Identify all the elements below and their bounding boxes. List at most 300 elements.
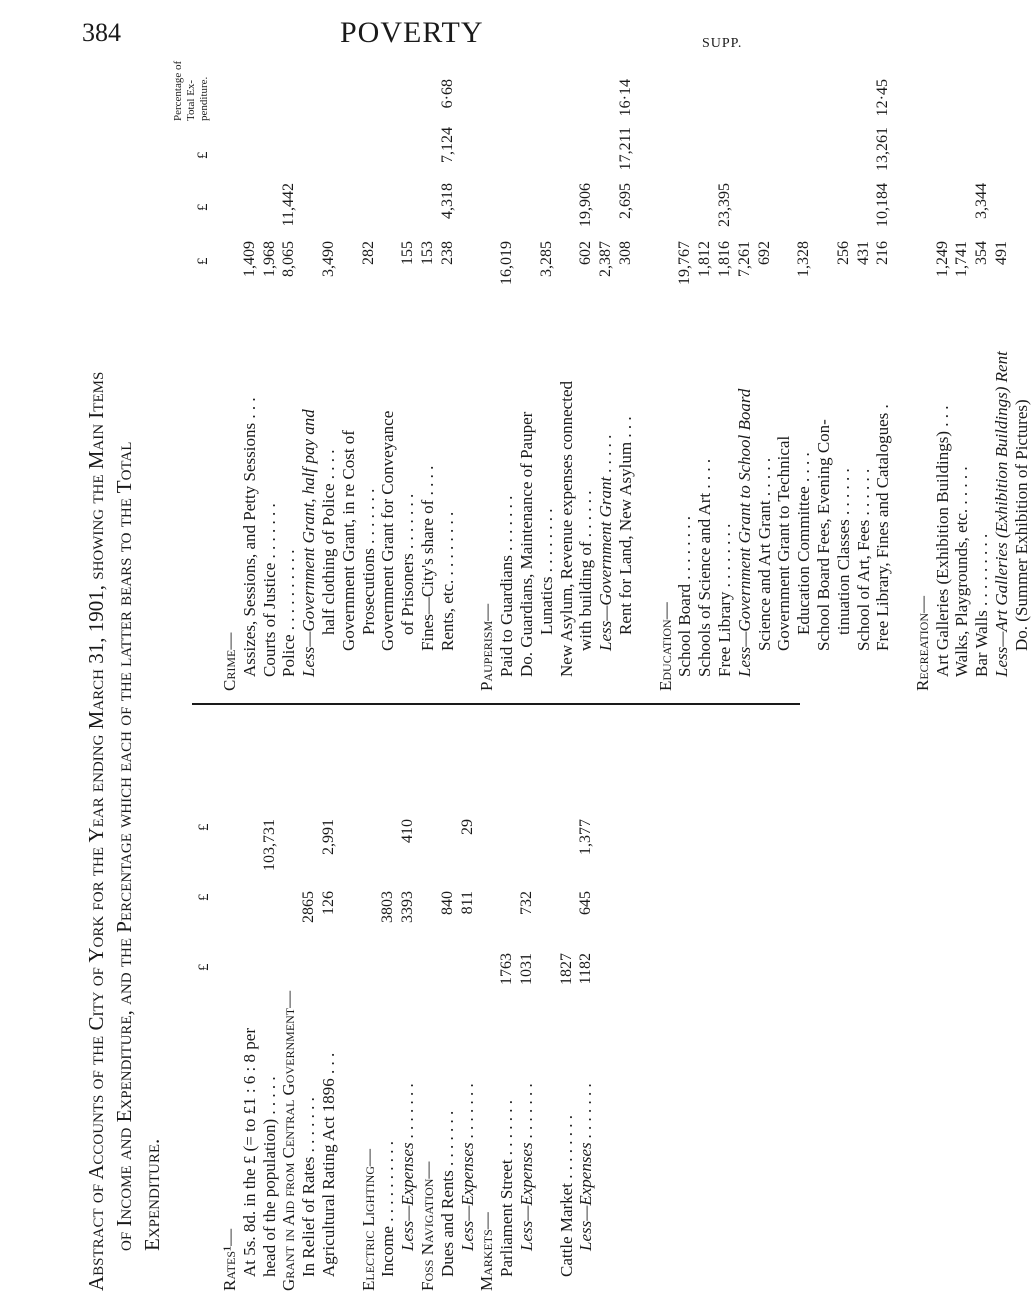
left-col-3-value <box>418 819 438 883</box>
right-row-label: Fines—City's share of . . . . <box>417 465 437 651</box>
left-row-label: Cattle Market . . . . . . . . <box>556 1115 576 1277</box>
right-col-2-value <box>596 183 616 239</box>
right-row-label: Courts of Justice . . . . . . . <box>259 503 279 677</box>
right-col-2-value <box>299 183 319 239</box>
right-row-label <box>458 351 478 691</box>
right-col-4-value <box>913 79 933 123</box>
right-col-2-value <box>656 183 676 239</box>
left-row-label: Electric Lighting— <box>358 1148 378 1291</box>
left-row-label: Less—Expenses . . . . . . . <box>516 1082 536 1251</box>
right-row-label: Schools of Science and Art . . . . <box>695 458 715 677</box>
right-col-4-value <box>933 79 953 123</box>
left-col-2-value <box>418 891 438 939</box>
right-col-2-value: 10,184 <box>874 183 892 227</box>
right-row-label: Government Grant, in re Cost of <box>338 430 358 651</box>
right-col-1-value: 153 <box>418 241 436 265</box>
left-row-label <box>537 991 557 1291</box>
left-col-1 <box>220 953 596 1001</box>
left-col-3-value <box>477 819 497 883</box>
right-row-label: Rent for Land, New Asylum . . . <box>615 416 635 635</box>
left-row-label: Dues and Rents . . . . . . . <box>437 1110 457 1277</box>
right-row-label: Free Library . . . . . . . . <box>714 523 734 677</box>
left-col-3-value <box>537 819 557 883</box>
right-col-3-value <box>557 127 577 183</box>
right-col-1-value: 491 <box>993 241 1011 265</box>
accounts-table <box>80 60 1031 1291</box>
right-col-1-value: 431 <box>854 241 872 265</box>
right-col-2-value <box>952 183 972 239</box>
right-col-4-value <box>794 79 814 123</box>
left-col-2-value <box>279 891 299 939</box>
right-col-3-value <box>378 127 398 183</box>
left-col-1-value: 1031 <box>517 953 535 985</box>
left-row-label: Less—Expenses . . . . . . . <box>576 1082 596 1251</box>
left-col-1-value <box>359 953 379 1001</box>
right-row-label: Crime— <box>220 632 239 691</box>
left-col-2-value: 645 <box>577 891 595 915</box>
right-col-4-value <box>854 79 874 123</box>
right-col-4-value <box>834 79 854 123</box>
right-col-3-value <box>913 127 933 183</box>
left-col-2-value <box>339 891 359 939</box>
right-col-3-value <box>279 127 299 183</box>
right-row-label: of Prisoners . . . . . . . <box>398 493 418 635</box>
right-col-1-value: 1,812 <box>696 241 714 277</box>
right-col-4-value <box>814 79 834 123</box>
right-row-label: School Board Fees, Evening Con- <box>813 419 833 651</box>
left-col-1-value: 1182 <box>577 953 595 985</box>
right-col-3-value <box>952 127 972 183</box>
right-row-label: Less—Government Grant, half pay and <box>299 409 319 677</box>
right-col-4-value <box>458 79 478 123</box>
right-col-1-value <box>517 241 537 293</box>
right-row-label: Walks, Playgrounds, etc. . . . . . <box>952 466 972 677</box>
left-labels <box>220 991 596 1291</box>
right-col-4-value <box>893 79 913 123</box>
section-mark: SUPP. <box>702 36 743 51</box>
right-col-1-value: 1,409 <box>240 241 258 277</box>
left-col-3 <box>220 819 596 883</box>
right-col-1-value: 8,065 <box>280 241 298 277</box>
right-col-2-value <box>675 183 695 239</box>
left-col-2-value: 126 <box>319 891 337 915</box>
right-col-3-value <box>735 127 755 183</box>
right-col-3-value <box>834 127 854 183</box>
right-row-label: Lunatics . . . . . . . . <box>536 508 556 635</box>
right-col-1-value <box>339 241 359 293</box>
right-row-label <box>893 351 913 691</box>
title-line-2: of Income and Expenditure, and the Percentage which each of the latter bears to the Total <box>112 441 136 1251</box>
right-col-1-value: 16,019 <box>498 241 516 285</box>
right-col-3-value <box>240 127 260 183</box>
left-row-label: Less—Expenses . . . . . . . <box>398 1082 418 1251</box>
left-col-2-value: 2865 <box>300 891 318 923</box>
right-row-label: with building of . . . . . . <box>576 490 596 651</box>
right-col-3-value <box>359 127 379 183</box>
right-col-1-value <box>477 241 497 293</box>
right-col-3-value <box>299 127 319 183</box>
right-row-label: tinuation Classes . . . . . . <box>833 468 853 635</box>
left-row-label: Markets— <box>477 1212 497 1291</box>
left-col-3-value <box>517 819 537 883</box>
right-col-1-value: 256 <box>834 241 852 265</box>
right-col-4-value <box>774 79 794 123</box>
left-col-1-value <box>378 953 398 1001</box>
left-col-1-value <box>537 953 557 1001</box>
right-col-2-value <box>497 183 517 239</box>
left-col-1-value: 1763 <box>498 953 516 985</box>
right-col-4-value <box>715 79 735 123</box>
left-col-1-value <box>279 953 299 1001</box>
left-col-2-value: 811 <box>458 891 476 915</box>
right-col-2-value <box>774 183 794 239</box>
right-col-4-value <box>576 79 596 123</box>
left-col-2-value: 3393 <box>399 891 417 923</box>
right-col-2-value <box>418 183 438 239</box>
right-col-2 <box>220 183 1032 239</box>
right-currency-1: £ <box>195 257 211 265</box>
right-col-2-value <box>359 183 379 239</box>
right-column-headings <box>172 61 216 271</box>
right-col-1-value <box>220 241 240 293</box>
right-row-label: Bar Walls . . . . . . . . . <box>972 533 992 677</box>
right-col-4-value <box>992 79 1012 123</box>
right-row-label: Assizes, Sessions, and Petty Sessions . . . <box>239 397 259 677</box>
right-col-4-value <box>557 79 577 123</box>
right-col-4-value <box>279 79 299 123</box>
left-row-label: Income . . . . . . . . . . <box>378 1141 398 1277</box>
left-col-1-value <box>477 953 497 1001</box>
right-col-4-value <box>1012 79 1032 123</box>
right-col-3-value <box>972 127 992 183</box>
right-row-label: Education Committee . . . . <box>794 452 814 635</box>
right-col-1-value: 692 <box>755 241 773 265</box>
right-col-4-value <box>735 79 755 123</box>
right-labels <box>220 351 1032 691</box>
title-line-3: Expenditure. <box>140 1138 164 1251</box>
right-col-1-value <box>636 241 656 293</box>
right-col-3-value <box>537 127 557 183</box>
right-col-3-value <box>576 127 596 183</box>
right-col-4-value <box>359 79 379 123</box>
right-col-2-value <box>557 183 577 239</box>
right-col-1-value: 602 <box>577 241 595 265</box>
right-col-1-value <box>458 241 478 293</box>
left-currency-3: £ <box>196 823 212 831</box>
right-row-label: Paid to Guardians . . . . . . . <box>497 495 517 677</box>
left-col-2-value <box>477 891 497 939</box>
left-col-1-value <box>398 953 418 1001</box>
percentage-heading: Percentage of Total Expenditure. <box>172 60 210 121</box>
right-col-1-value: 7,261 <box>735 241 753 277</box>
left-row-label: Parliament Street . . . . . . . <box>497 1099 517 1277</box>
right-col-3-value <box>656 127 676 183</box>
left-col-1-value <box>319 953 339 1001</box>
right-col-4-value <box>319 79 339 123</box>
right-row-label: half clothing of Police . . . . <box>318 449 338 635</box>
right-row-label: Government Grant for Conveyance <box>378 410 398 651</box>
left-row-label: head of the population) . . . . . <box>259 1076 279 1277</box>
right-col-3-value <box>418 127 438 183</box>
right-col-2-value <box>220 183 240 239</box>
right-row-label: Prosecutions . . . . . . . <box>358 488 378 635</box>
right-col-3-value: 7,124 <box>438 127 456 163</box>
left-col-3-value <box>240 819 260 883</box>
left-col-3-value: 2,991 <box>319 819 337 855</box>
left-col-1-value <box>458 953 478 1001</box>
right-row-label: Education— <box>655 602 675 691</box>
right-col-4-value <box>477 79 497 123</box>
right-row-label: Rents, etc. . . . . . . . . <box>437 511 457 651</box>
right-col-2-value <box>755 183 775 239</box>
right-col-3-value <box>339 127 359 183</box>
right-col-2-value <box>893 183 913 239</box>
right-col-2-value <box>319 183 339 239</box>
right-col-2-value <box>913 183 933 239</box>
right-col-4-value <box>952 79 972 123</box>
right-col-4-value <box>636 79 656 123</box>
right-col-4-value <box>537 79 557 123</box>
right-col-2-value <box>537 183 557 239</box>
right-col-2-value: 2,695 <box>616 183 634 219</box>
right-row-label: Free Library, Fines and Catalogues . <box>873 404 893 651</box>
running-title: POVERTY <box>340 16 484 49</box>
left-right-divider <box>192 703 800 705</box>
left-col-2-value <box>240 891 260 939</box>
right-row-label: Less—Art Galleries (Exhibition Buildings) Rent <box>992 351 1012 677</box>
right-col-4-value <box>240 79 260 123</box>
right-col-3-value <box>398 127 418 183</box>
right-col-2-value <box>695 183 715 239</box>
right-col-2-value <box>378 183 398 239</box>
right-col-2-value: 4,318 <box>438 183 456 219</box>
right-col-2-value <box>398 183 418 239</box>
right-col-4-value: 6·68 <box>438 79 456 109</box>
right-col-2-value <box>834 183 854 239</box>
left-col-3-value: 103,731 <box>260 819 278 871</box>
right-col-3 <box>220 127 1032 183</box>
right-col-3-value: 17,211 <box>616 127 634 171</box>
page-header <box>0 0 800 60</box>
left-col-3-value <box>220 819 240 883</box>
left-col-1-value <box>438 953 458 1001</box>
right-col-1-value <box>774 241 794 293</box>
right-col-2-value <box>992 183 1012 239</box>
left-col-2-value <box>557 891 577 939</box>
right-row-label: Less—Government Grant to School Board <box>734 388 754 677</box>
left-col-3-value <box>438 819 458 883</box>
right-col-2-value: 3,344 <box>973 183 991 219</box>
right-col-1-value: 3,285 <box>537 241 555 277</box>
right-col-1-value <box>814 241 834 293</box>
left-col-3-value: 410 <box>399 819 417 843</box>
left-col-1-value <box>240 953 260 1001</box>
left-col-1-value <box>299 953 319 1001</box>
right-col-4-value <box>972 79 992 123</box>
right-row-label: School Board . . . . . . . . <box>675 515 695 677</box>
right-col-3-value <box>992 127 1012 183</box>
right-col-2-value <box>735 183 755 239</box>
right-col-3-value <box>458 127 478 183</box>
right-col-1-value: 1,741 <box>953 241 971 277</box>
left-col-3-value <box>378 819 398 883</box>
right-col-3-value <box>477 127 497 183</box>
left-col-3-value <box>497 819 517 883</box>
right-currency-3: £ <box>195 151 211 159</box>
right-col-2-value <box>260 183 280 239</box>
right-col-4-value <box>695 79 715 123</box>
right-row-label: Government Grant to Technical <box>774 435 794 651</box>
right-col-3-value <box>497 127 517 183</box>
right-col-3-value <box>517 127 537 183</box>
right-col-2-value: 11,442 <box>280 183 298 227</box>
right-col-1-value <box>1012 241 1032 293</box>
right-col-1-value <box>299 241 319 293</box>
left-col-2-value <box>260 891 280 939</box>
left-col-1-value <box>339 953 359 1001</box>
right-row-label: Recreation— <box>912 595 932 691</box>
right-col-4-value <box>299 79 319 123</box>
right-row-label: Science and Art Grant . . . . . <box>754 457 774 651</box>
left-row-label <box>339 991 359 1291</box>
right-col-1-value: 2,387 <box>597 241 615 277</box>
right-col-2-value <box>339 183 359 239</box>
left-col-1-value <box>220 953 240 1001</box>
right-col-1-value <box>656 241 676 293</box>
right-row-label: Do. Guardians, Maintenance of Pauper <box>516 411 536 677</box>
left-row-label: Agricultural Rating Act 1896 . . . <box>318 1052 338 1277</box>
right-col-3-value <box>260 127 280 183</box>
right-col-3-value <box>319 127 339 183</box>
right-col-2-value <box>458 183 478 239</box>
right-col-1-value <box>378 241 398 293</box>
right-col-1-value: 1,968 <box>260 241 278 277</box>
right-col-4-value <box>378 79 398 123</box>
right-col-1-value <box>557 241 577 293</box>
left-row-label: Foss Navigation— <box>417 1161 437 1291</box>
right-col-4-value: 16·14 <box>616 79 634 117</box>
left-col-2-value: 732 <box>517 891 535 915</box>
right-row-label: School of Art, Fees . . . . . . <box>853 468 873 651</box>
right-col-3-value <box>675 127 695 183</box>
left-col-2-value <box>537 891 557 939</box>
right-col-3-value <box>893 127 913 183</box>
right-col-2-value <box>517 183 537 239</box>
right-col-4-value <box>339 79 359 123</box>
right-col-4-value <box>675 79 695 123</box>
left-row-label: Grant in Aid from Central Government— <box>279 990 299 1291</box>
right-col-4-value <box>596 79 616 123</box>
right-col-3-value: 13,261 <box>874 127 892 171</box>
right-row-label: New Asylum, Revenue expenses connected <box>556 381 576 677</box>
left-col-2-value <box>497 891 517 939</box>
right-col-1-value: 282 <box>359 241 377 265</box>
left-row-label: Rates¹— <box>220 1228 239 1291</box>
left-col-3-value <box>279 819 299 883</box>
right-col-1-value <box>913 241 933 293</box>
right-col-1-value: 238 <box>438 241 456 265</box>
right-col-3-value <box>220 127 240 183</box>
right-col-2-value <box>477 183 497 239</box>
right-col-2-value: 19,906 <box>577 183 595 227</box>
rotated-table-frame <box>80 60 1031 1291</box>
left-currency-2: £ <box>196 893 212 901</box>
left-col-3-value <box>557 819 577 883</box>
right-row-label: Pauperism— <box>477 603 497 691</box>
right-col-3-value <box>933 127 953 183</box>
right-col-2-value <box>794 183 814 239</box>
right-col-2-value <box>1012 183 1032 239</box>
left-currency-1: £ <box>196 963 212 971</box>
right-col-1-value: 354 <box>973 241 991 265</box>
left-row-label: In Relief of Rates . . . . . . . <box>299 1097 319 1277</box>
right-col-4 <box>220 79 1032 123</box>
right-col-3-value <box>755 127 775 183</box>
right-col-1-value: 19,767 <box>676 241 694 285</box>
right-col-4-value <box>517 79 537 123</box>
right-col-3-value <box>596 127 616 183</box>
right-col-2-value <box>240 183 260 239</box>
right-col-3-value <box>636 127 656 183</box>
right-col-1-value: 1,249 <box>933 241 951 277</box>
right-col-3-value <box>774 127 794 183</box>
right-row-label: Police . . . . . . . . . . <box>279 549 299 677</box>
right-col-2-value <box>933 183 953 239</box>
right-col-2-value: 23,395 <box>715 183 733 227</box>
right-col-1-value: 3,490 <box>319 241 337 277</box>
left-col-3-value: 29 <box>458 819 476 835</box>
right-col-4-value: 12·45 <box>874 79 892 117</box>
left-col-2-value: 3803 <box>379 891 397 923</box>
table-title <box>82 111 166 1291</box>
page-number: 384 <box>82 18 121 47</box>
right-row-label: Less—Government Grant . . . . . <box>596 434 616 651</box>
right-col-4-value <box>656 79 676 123</box>
left-col-1-value <box>418 953 438 1001</box>
right-col-3-value <box>695 127 715 183</box>
right-col-3-value <box>854 127 874 183</box>
right-col-4-value <box>398 79 418 123</box>
right-col-1-value: 155 <box>399 241 417 265</box>
left-col-1-value: 1827 <box>557 953 575 985</box>
right-col-1-value: 1,816 <box>715 241 733 277</box>
right-col-1-value <box>893 241 913 293</box>
right-col-2-value <box>636 183 656 239</box>
left-row-label: At 5s. 8d. in the £ (= to £1 : 6 : 8 per <box>239 1028 259 1277</box>
right-col-1-value: 1,328 <box>795 241 813 277</box>
right-col-1 <box>220 241 1032 293</box>
right-row-label: Do. (Summer Exhibition of Pictures) <box>1011 399 1031 651</box>
right-col-4-value <box>755 79 775 123</box>
right-col-1-value: 308 <box>616 241 634 265</box>
right-col-2-value <box>854 183 874 239</box>
right-col-4-value <box>418 79 438 123</box>
title-line-1: Abstract of Accounts of the City of York for the Year ending March 31, 1901, showing the Main Items <box>84 371 108 1291</box>
right-currency-2: £ <box>195 203 211 211</box>
right-col-2-value <box>814 183 834 239</box>
right-col-3-value <box>794 127 814 183</box>
right-col-1-value: 216 <box>874 241 892 265</box>
left-col-3-value <box>299 819 319 883</box>
right-col-4-value <box>260 79 280 123</box>
right-col-3-value <box>814 127 834 183</box>
left-col-1-value <box>260 953 280 1001</box>
right-col-4-value <box>220 79 240 123</box>
right-col-3-value <box>1012 127 1032 183</box>
right-row-label <box>636 351 656 691</box>
right-col-4-value <box>497 79 517 123</box>
left-col-2 <box>220 891 596 939</box>
